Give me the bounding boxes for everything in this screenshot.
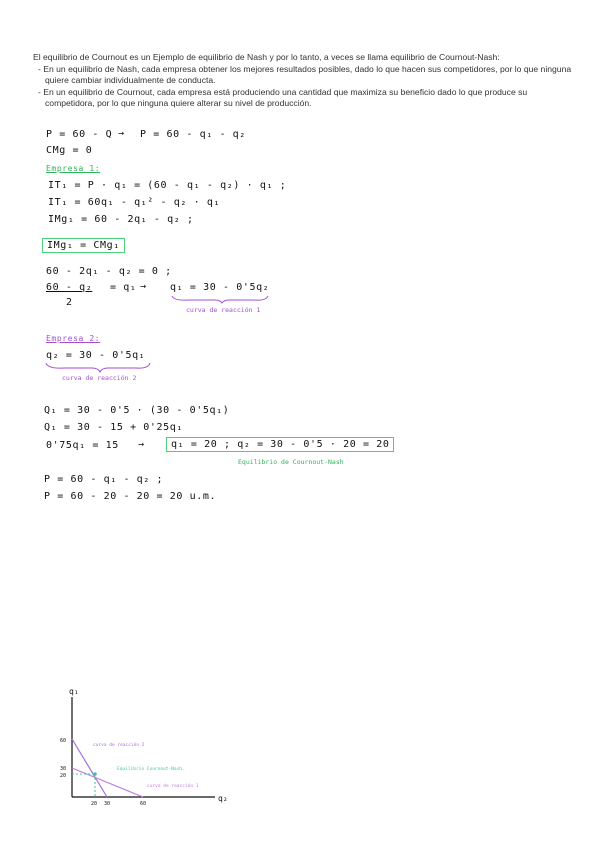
reaction2-graph-label: curva de reacción 2: [93, 743, 145, 748]
equilibrium-graph-label: Equilibrio Cournout-Nash.: [117, 767, 185, 772]
x-tick: 30: [104, 801, 111, 807]
reaction-curves-graph: [55, 685, 245, 810]
demand-equation: P = 60 - Q: [46, 129, 113, 140]
reaction1-label: curva de reacción 1: [186, 306, 261, 314]
y-tick: 30: [60, 766, 67, 772]
fraction-numerator: 60 - q₂: [46, 282, 93, 293]
intro-text: [33, 52, 573, 110]
arrow: →: [118, 128, 125, 139]
first-order-condition: 60 - 2q₁ - q₂ = 0 ;: [46, 266, 172, 277]
intro-line: El equilibrio de Cournout es un Ejemplo de equilibrio de Nash y por lo tanto, a veces se llama equilibrio de Cournout-Nash:: [33, 52, 500, 62]
marginal-cost: CMg = 0: [46, 145, 93, 156]
x-axis-label: q₂: [218, 794, 228, 803]
empresa1-heading: Empresa 1:: [46, 164, 101, 173]
substitution-3: 0'75q₁ = 15: [46, 440, 119, 451]
intro-bullet-cournout: - En un equilibrio de Cournout, cada empresa está produciendo una cantidad que maximiza su beneficio dado lo que produce su competidora, por lo que ninguna quiere alterar su nivel de producción.: [38, 86, 528, 108]
equilibrium-point: [93, 772, 97, 776]
price-result: P = 60 - 20 - 20 = 20 u.m.: [44, 491, 217, 502]
empresa2-heading: Empresa 2:: [46, 334, 101, 343]
y-tick: 20: [60, 773, 67, 779]
equilibrium-result: q₁ = 20 ; q₂ = 30 - 0'5 · 20 = 20: [166, 437, 394, 452]
total-revenue-1: IT₁ = P · q₁ = (60 - q₁ - q₂) · q₁ ;: [48, 180, 287, 191]
intro-bullet-nash: - En un equilibrio de Nash, cada empresa obtener los mejores resultados posibles, dado lo que hacen sus competidores, por lo que ninguna quiere cambiar individualmente de conducta.: [38, 63, 572, 85]
reaction-curve-2: q₂ = 30 - 0'5q₁: [46, 350, 146, 361]
reaction-curve-1: q₁ = 30 - 0'5q₂: [170, 282, 270, 293]
fraction-denominator: 2: [66, 297, 73, 308]
reaction1-brace: [170, 294, 270, 304]
substitution-1: Q₁ = 30 - 0'5 · (30 - 0'5q₁): [44, 405, 230, 416]
arrow: →: [138, 439, 145, 450]
total-revenue-1-expanded: IT₁ = 60q₁ - q₁² - q₂ · q₁: [48, 197, 221, 208]
price-equation: P = 60 - q₁ - q₂ ;: [44, 474, 164, 485]
demand-equation-firms: P = 60 - q₁ - q₂: [140, 129, 246, 140]
equilibrium-label: Equilibrio de Cournout-Nash: [238, 458, 344, 466]
x-tick: 60: [140, 801, 147, 807]
y-axis-label: q₁: [69, 687, 79, 696]
reaction2-label: curva de reacción 2: [62, 374, 137, 382]
fraction-equals: = q₁: [110, 282, 137, 293]
substitution-2: Q₁ = 30 - 15 + 0'25q₁: [44, 422, 184, 433]
reaction1-graph-label: curva de reacción 1: [147, 784, 199, 789]
x-tick: 20: [91, 801, 98, 807]
marginal-revenue-1: IMg₁ = 60 - 2q₁ - q₂ ;: [48, 214, 194, 225]
y-tick: 60: [60, 738, 67, 744]
optimality-condition: IMg₁ = CMg₁: [42, 238, 125, 253]
reaction-curve-1-line: [72, 768, 143, 797]
reaction2-brace: [44, 361, 154, 373]
arrow: →: [140, 281, 147, 292]
